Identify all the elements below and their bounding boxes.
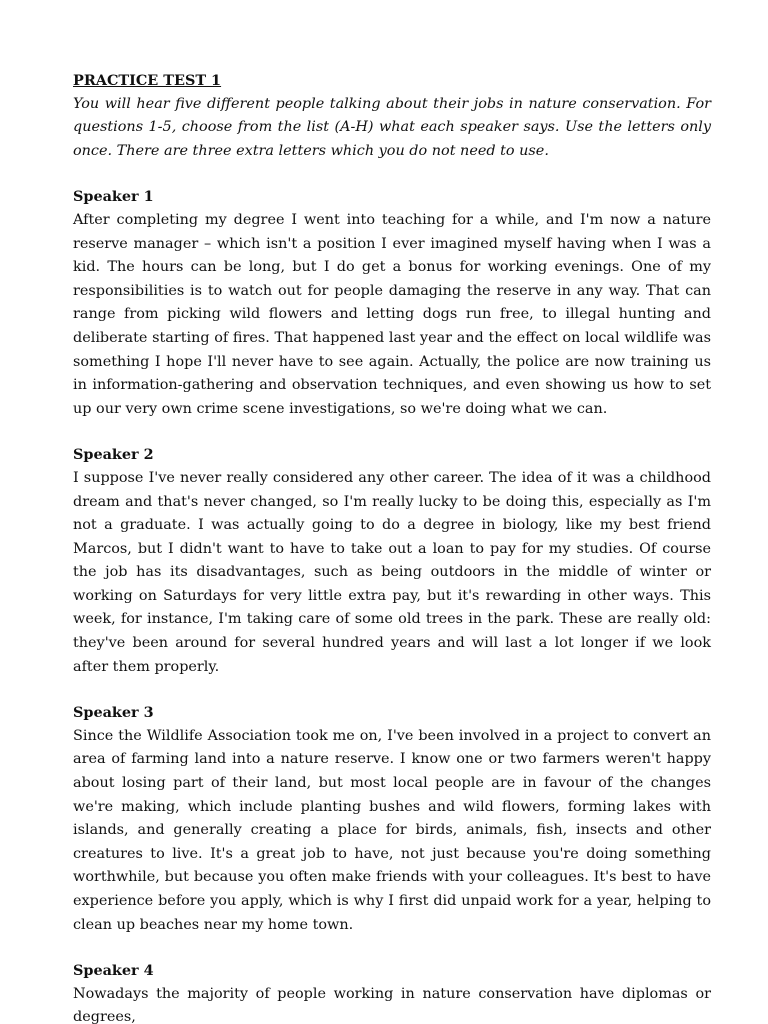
speaker-section-4 (73, 959, 711, 1024)
speaker-heading: Speaker 1 (73, 188, 154, 206)
instructions-paragraph: You will hear five different people talking about their jobs in nature conservation. For questions 1-5, choose from the list (A-H) what each speaker says. Use the letters only once. There are three extra letters which you do not need to use. (73, 95, 711, 159)
speaker-heading: Speaker 3 (73, 704, 154, 722)
speaker-heading: Speaker 4 (73, 962, 154, 980)
speaker-section-1 (73, 185, 711, 421)
speaker-section-3 (73, 701, 711, 937)
speaker-paragraph: Nowadays the majority of people working in nature conservation have diplomas or degrees, (73, 985, 711, 1024)
speaker-paragraph: After completing my degree I went into teaching for a while, and I'm now a nature reserve manager – which isn't a position I ever imagined myself having when I was a kid. The hours can be long, but I do get a bonus for working evenings. One of my responsibilities is to watch out for people damaging the reserve in any way. That can range from picking wild flowers and letting dogs run free, to illegal hunting and deliberate starting of fires. That happened last year and the effect on local wildlife was something I hope I'll never have to see again. Actually, the police are now training us in information-gathering and observation techniques, and even showing us how to set up our very own crime scene investigations, so we're doing what we can. (73, 211, 711, 417)
speaker-paragraph: Since the Wildlife Association took me on, I've been involved in a project to convert an area of farming land into a nature reserve. I know one or two farmers weren't happy about losing part of their land, but most local people are in favour of the changes we're making, which include planting bushes and wild flowers, forming lakes with islands, and generally creating a place for birds, animals, fish, insects and other creatures to live. It's a great job to have, not just because you're doing something worthwhile, but because you often make friends with your colleagues. It's best to have experience before you apply, which is why I first did unpaid work for a year, helping to clean up beaches near my home town. (73, 727, 711, 933)
speaker-paragraph: I suppose I've never really considered any other career. The idea of it was a childhood dream and that's never changed, so I'm really lucky to be doing this, especially as I'm not a graduate. I was actually going to do a degree in biology, like my best friend Marcos, but I didn't want to have to take out a loan to pay for my studies. Of course the job has its disadvantages, such as being outdoors in the middle of winter or working on Saturdays for very little extra pay, but it's rewarding in other ways. This week, for instance, I'm taking care of some old trees in the park. These are really old: they've been around for several hundred years and will last a lot longer if we look after them properly. (73, 469, 711, 675)
speaker-heading: Speaker 2 (73, 446, 154, 464)
page-title: PRACTICE TEST 1 (73, 72, 222, 89)
speaker-section-2 (73, 443, 711, 679)
document-content (73, 69, 711, 1024)
